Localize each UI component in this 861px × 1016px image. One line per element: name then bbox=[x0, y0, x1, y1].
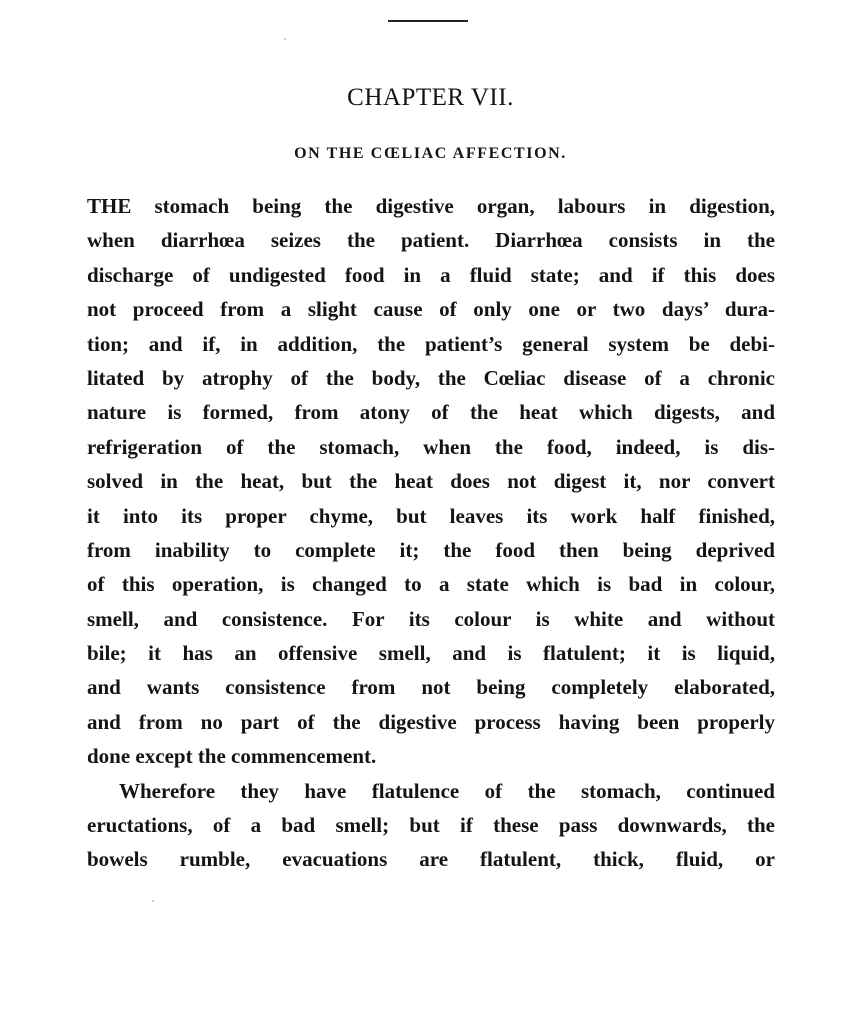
chapter-title: CHAPTER VII. bbox=[347, 84, 514, 111]
paragraph-1 bbox=[87, 189, 775, 774]
text-line: bowels rumble, evacuations are flatulent, thick, fluid, or bbox=[87, 847, 775, 872]
scan-speck bbox=[284, 38, 286, 40]
header-rule bbox=[388, 20, 468, 22]
text-line: and from no part of the digestive process having been properly bbox=[87, 709, 775, 734]
text-line: and wants consistence from not being completely elaborated, bbox=[87, 675, 775, 700]
text-line: eructations, of a bad smell; but if these pass downwards, the bbox=[87, 813, 775, 838]
text-line: solved in the heat, but the heat does not digest it, nor convert bbox=[87, 469, 775, 494]
text-line: litated by atrophy of the body, the Cœliac disease of a chronic bbox=[87, 365, 775, 390]
scan-speck bbox=[152, 900, 154, 902]
text-line: smell, and consistence. For its colour is white and without bbox=[87, 606, 775, 631]
paragraph-2 bbox=[87, 774, 775, 877]
chapter-body bbox=[87, 189, 775, 877]
text-line: THE stomach being the digestive organ, labours in digestion, bbox=[87, 194, 775, 218]
text-line: nature is formed, from atony of the heat which digests, and bbox=[87, 400, 775, 425]
text-line: discharge of undigested food in a fluid state; and if this does bbox=[87, 262, 775, 287]
text-line: of this operation, is changed to a state which is bad in colour, bbox=[87, 572, 775, 597]
text-line: done except the commencement. bbox=[87, 744, 377, 769]
text-line: not proceed from a slight cause of only one or two days’ dura- bbox=[87, 297, 775, 322]
text-line: from inability to complete it; the food then being deprived bbox=[87, 537, 775, 562]
chapter-subtitle: ON THE CŒLIAC AFFECTION. bbox=[294, 145, 567, 162]
text-line: Wherefore they have flatulence of the stomach, continued bbox=[119, 778, 775, 803]
text-line: it into its proper chyme, but leaves its work half finished, bbox=[87, 503, 775, 528]
text-line: refrigeration of the stomach, when the food, indeed, is dis- bbox=[87, 434, 775, 459]
text-line: tion; and if, in addition, the patient’s general system be debi- bbox=[87, 331, 775, 356]
text-line: bile; it has an offensive smell, and is flatulent; it is liquid, bbox=[87, 641, 775, 666]
text-line: when diarrhœa seizes the patient. Diarrhœa consists in the bbox=[87, 228, 775, 253]
